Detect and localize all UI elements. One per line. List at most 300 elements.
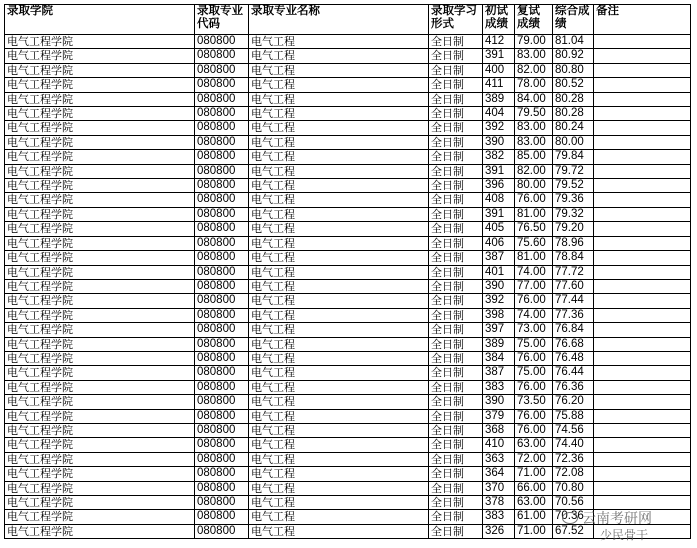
cell-major-code: 080800 [195, 49, 249, 63]
cell-major-name: 电气工程 [249, 265, 429, 279]
cell-major-code: 080800 [195, 207, 249, 221]
table-header-row [5, 5, 691, 35]
cell-initial-score: 396 [483, 179, 515, 193]
cell-initial-score: 391 [483, 164, 515, 178]
cell-retest-score: 79.50 [515, 107, 553, 121]
cell-retest-score: 83.00 [515, 135, 553, 149]
cell-retest-score: 73.50 [515, 395, 553, 409]
cell-remarks [594, 150, 691, 164]
cell-major-name: 电气工程 [249, 351, 429, 365]
cell-major-code: 080800 [195, 481, 249, 495]
cell-total-score: 70.80 [553, 481, 594, 495]
cell-total-score: 80.00 [553, 135, 594, 149]
cell-remarks [594, 337, 691, 351]
cell-study-form: 全日制 [429, 107, 483, 121]
cell-total-score: 78.84 [553, 251, 594, 265]
table-row [5, 49, 691, 63]
cell-remarks [594, 265, 691, 279]
cell-retest-score: 76.00 [515, 351, 553, 365]
table-row [5, 423, 691, 437]
table-row [5, 496, 691, 510]
table-row [5, 409, 691, 423]
cell-major-code: 080800 [195, 294, 249, 308]
cell-study-form: 全日制 [429, 207, 483, 221]
cell-remarks [594, 222, 691, 236]
cell-remarks [594, 294, 691, 308]
cell-college: 电气工程学院 [5, 222, 195, 236]
cell-study-form: 全日制 [429, 63, 483, 77]
cell-initial-score: 391 [483, 49, 515, 63]
table-row [5, 294, 691, 308]
cell-study-form: 全日制 [429, 135, 483, 149]
cell-college: 电气工程学院 [5, 467, 195, 481]
cell-retest-score: 63.00 [515, 438, 553, 452]
table-row [5, 308, 691, 322]
cell-total-score: 79.72 [553, 164, 594, 178]
cell-initial-score: 405 [483, 222, 515, 236]
cell-study-form: 全日制 [429, 294, 483, 308]
cell-college: 电气工程学院 [5, 308, 195, 322]
table-row [5, 438, 691, 452]
cell-remarks [594, 496, 691, 510]
cell-total-score: 76.68 [553, 337, 594, 351]
cell-major-name: 电气工程 [249, 135, 429, 149]
cell-major-name: 电气工程 [249, 179, 429, 193]
table-row [5, 351, 691, 365]
cell-initial-score: 387 [483, 366, 515, 380]
table-row [5, 222, 691, 236]
cell-total-score: 80.28 [553, 92, 594, 106]
cell-total-score: 77.60 [553, 279, 594, 293]
table-row [5, 193, 691, 207]
cell-retest-score: 83.00 [515, 49, 553, 63]
cell-total-score: 67.52 [553, 524, 594, 538]
header-study-form: 录取学习形式 [429, 5, 483, 35]
cell-remarks [594, 207, 691, 221]
cell-retest-score: 75.00 [515, 337, 553, 351]
cell-initial-score: 383 [483, 380, 515, 394]
cell-remarks [594, 409, 691, 423]
table-row [5, 135, 691, 149]
cell-initial-score: 398 [483, 308, 515, 322]
cell-study-form: 全日制 [429, 279, 483, 293]
cell-study-form: 全日制 [429, 423, 483, 437]
cell-retest-score: 83.00 [515, 121, 553, 135]
table-row [5, 251, 691, 265]
cell-remarks [594, 236, 691, 250]
cell-initial-score: 401 [483, 265, 515, 279]
cell-major-name: 电气工程 [249, 279, 429, 293]
cell-remarks [594, 366, 691, 380]
cell-major-name: 电气工程 [249, 423, 429, 437]
cell-college: 电气工程学院 [5, 179, 195, 193]
cell-college: 电气工程学院 [5, 438, 195, 452]
cell-major-code: 080800 [195, 510, 249, 524]
cell-study-form: 全日制 [429, 323, 483, 337]
cell-major-name: 电气工程 [249, 452, 429, 466]
cell-college: 电气工程学院 [5, 92, 195, 106]
cell-college: 电气工程学院 [5, 236, 195, 250]
cell-study-form: 全日制 [429, 496, 483, 510]
cell-major-name: 电气工程 [249, 323, 429, 337]
cell-total-score: 77.44 [553, 294, 594, 308]
cell-major-code: 080800 [195, 467, 249, 481]
cell-total-score: 78.96 [553, 236, 594, 250]
cell-retest-score: 76.00 [515, 193, 553, 207]
cell-major-code: 080800 [195, 179, 249, 193]
cell-major-name: 电气工程 [249, 395, 429, 409]
cell-remarks [594, 351, 691, 365]
cell-major-name: 电气工程 [249, 150, 429, 164]
cell-major-code: 080800 [195, 63, 249, 77]
cell-major-name: 电气工程 [249, 222, 429, 236]
cell-initial-score: 400 [483, 63, 515, 77]
cell-major-name: 电气工程 [249, 207, 429, 221]
cell-retest-score: 81.00 [515, 251, 553, 265]
cell-retest-score: 76.00 [515, 423, 553, 437]
table-row [5, 524, 691, 538]
cell-initial-score: 392 [483, 121, 515, 135]
cell-study-form: 全日制 [429, 164, 483, 178]
cell-college: 电气工程学院 [5, 63, 195, 77]
cell-study-form: 全日制 [429, 121, 483, 135]
cell-remarks [594, 423, 691, 437]
cell-initial-score: 379 [483, 409, 515, 423]
cell-college: 电气工程学院 [5, 107, 195, 121]
cell-remarks [594, 251, 691, 265]
cell-study-form: 全日制 [429, 236, 483, 250]
cell-remarks [594, 193, 691, 207]
cell-major-code: 080800 [195, 423, 249, 437]
cell-initial-score: 397 [483, 323, 515, 337]
cell-initial-score: 391 [483, 207, 515, 221]
cell-study-form: 全日制 [429, 510, 483, 524]
cell-total-score: 76.20 [553, 395, 594, 409]
cell-initial-score: 406 [483, 236, 515, 250]
cell-major-name: 电气工程 [249, 409, 429, 423]
cell-major-name: 电气工程 [249, 337, 429, 351]
cell-total-score: 76.36 [553, 380, 594, 394]
cell-major-code: 080800 [195, 193, 249, 207]
cell-major-code: 080800 [195, 164, 249, 178]
cell-study-form: 全日制 [429, 524, 483, 538]
cell-major-name: 电气工程 [249, 366, 429, 380]
cell-total-score: 81.04 [553, 35, 594, 49]
cell-major-name: 电气工程 [249, 164, 429, 178]
table-row [5, 366, 691, 380]
header-major-code: 录取专业代码 [195, 5, 249, 35]
table-row [5, 467, 691, 481]
cell-major-code: 080800 [195, 135, 249, 149]
table-row [5, 380, 691, 394]
cell-initial-score: 390 [483, 135, 515, 149]
header-major-name: 录取专业名称 [249, 5, 429, 35]
cell-study-form: 全日制 [429, 265, 483, 279]
cell-major-code: 080800 [195, 251, 249, 265]
cell-initial-score: 389 [483, 337, 515, 351]
cell-study-form: 全日制 [429, 409, 483, 423]
cell-college: 电气工程学院 [5, 207, 195, 221]
cell-study-form: 全日制 [429, 78, 483, 92]
cell-study-form: 全日制 [429, 179, 483, 193]
cell-remarks [594, 135, 691, 149]
cell-remarks [594, 78, 691, 92]
cell-total-score: 74.56 [553, 423, 594, 437]
cell-major-name: 电气工程 [249, 481, 429, 495]
cell-retest-score: 74.00 [515, 308, 553, 322]
table-row [5, 78, 691, 92]
cell-retest-score: 75.00 [515, 366, 553, 380]
table-row [5, 337, 691, 351]
admission-table [4, 4, 691, 539]
cell-retest-score: 74.00 [515, 265, 553, 279]
cell-initial-score: 411 [483, 78, 515, 92]
cell-initial-score: 392 [483, 294, 515, 308]
table-row [5, 63, 691, 77]
cell-major-code: 080800 [195, 150, 249, 164]
cell-study-form: 全日制 [429, 150, 483, 164]
cell-major-code: 080800 [195, 107, 249, 121]
cell-total-score: 79.84 [553, 150, 594, 164]
cell-retest-score: 78.00 [515, 78, 553, 92]
cell-study-form: 全日制 [429, 193, 483, 207]
cell-retest-score: 63.00 [515, 496, 553, 510]
cell-total-score: 80.92 [553, 49, 594, 63]
cell-remarks [594, 308, 691, 322]
cell-remarks [594, 35, 691, 49]
cell-study-form: 全日制 [429, 351, 483, 365]
cell-retest-score: 66.00 [515, 481, 553, 495]
cell-college: 电气工程学院 [5, 409, 195, 423]
table-row [5, 395, 691, 409]
table-row [5, 481, 691, 495]
cell-major-name: 电气工程 [249, 35, 429, 49]
cell-major-code: 080800 [195, 78, 249, 92]
cell-retest-score: 61.00 [515, 510, 553, 524]
cell-retest-score: 71.00 [515, 524, 553, 538]
cell-study-form: 全日制 [429, 251, 483, 265]
cell-major-name: 电气工程 [249, 308, 429, 322]
cell-college: 电气工程学院 [5, 164, 195, 178]
cell-college: 电气工程学院 [5, 452, 195, 466]
cell-major-code: 080800 [195, 395, 249, 409]
cell-retest-score: 76.00 [515, 409, 553, 423]
cell-total-score: 77.72 [553, 265, 594, 279]
cell-major-code: 080800 [195, 222, 249, 236]
cell-initial-score: 363 [483, 452, 515, 466]
cell-total-score: 75.88 [553, 409, 594, 423]
cell-major-code: 080800 [195, 35, 249, 49]
cell-initial-score: 408 [483, 193, 515, 207]
cell-college: 电气工程学院 [5, 481, 195, 495]
cell-major-code: 080800 [195, 438, 249, 452]
cell-major-code: 080800 [195, 351, 249, 365]
cell-major-name: 电气工程 [249, 510, 429, 524]
cell-remarks [594, 49, 691, 63]
watermark-subtext: 少民骨干 [600, 528, 649, 542]
cell-remarks [594, 438, 691, 452]
header-remarks: 备注 [594, 5, 691, 35]
cell-retest-score: 72.00 [515, 452, 553, 466]
cell-major-code: 080800 [195, 279, 249, 293]
table-row [5, 121, 691, 135]
cell-major-code: 080800 [195, 452, 249, 466]
cell-initial-score: 390 [483, 279, 515, 293]
cell-study-form: 全日制 [429, 366, 483, 380]
cell-major-name: 电气工程 [249, 380, 429, 394]
cell-college: 电气工程学院 [5, 380, 195, 394]
cell-remarks [594, 179, 691, 193]
cell-major-name: 电气工程 [249, 294, 429, 308]
cell-total-score: 70.56 [553, 496, 594, 510]
cell-retest-score: 84.00 [515, 92, 553, 106]
cell-college: 电气工程学院 [5, 150, 195, 164]
cell-major-name: 电气工程 [249, 193, 429, 207]
cell-major-code: 080800 [195, 409, 249, 423]
cell-major-name: 电气工程 [249, 121, 429, 135]
cell-total-score: 76.48 [553, 351, 594, 365]
cell-remarks [594, 107, 691, 121]
cell-major-name: 电气工程 [249, 251, 429, 265]
cell-remarks [594, 380, 691, 394]
cell-initial-score: 404 [483, 107, 515, 121]
cell-college: 电气工程学院 [5, 366, 195, 380]
table-row [5, 92, 691, 106]
header-retest-score: 复试成绩 [515, 5, 553, 35]
cell-remarks [594, 452, 691, 466]
cell-study-form: 全日制 [429, 92, 483, 106]
cell-initial-score: 410 [483, 438, 515, 452]
cell-initial-score: 389 [483, 92, 515, 106]
cell-initial-score: 370 [483, 481, 515, 495]
cell-study-form: 全日制 [429, 222, 483, 236]
cell-initial-score: 378 [483, 496, 515, 510]
cell-total-score: 76.84 [553, 323, 594, 337]
cell-major-code: 080800 [195, 524, 249, 538]
cell-retest-score: 76.50 [515, 222, 553, 236]
cell-total-score: 76.44 [553, 366, 594, 380]
table-row [5, 207, 691, 221]
cell-remarks [594, 481, 691, 495]
cell-major-code: 080800 [195, 236, 249, 250]
cell-initial-score: 383 [483, 510, 515, 524]
cell-major-code: 080800 [195, 380, 249, 394]
table-row [5, 265, 691, 279]
cell-total-score: 72.08 [553, 467, 594, 481]
cell-initial-score: 390 [483, 395, 515, 409]
cell-total-score: 77.36 [553, 308, 594, 322]
cell-study-form: 全日制 [429, 467, 483, 481]
cell-remarks [594, 395, 691, 409]
cell-college: 电气工程学院 [5, 351, 195, 365]
cell-major-code: 080800 [195, 265, 249, 279]
cell-total-score: 70.36 [553, 510, 594, 524]
cell-retest-score: 80.00 [515, 179, 553, 193]
cell-initial-score: 382 [483, 150, 515, 164]
table-row [5, 150, 691, 164]
cell-major-code: 080800 [195, 496, 249, 510]
cell-college: 电气工程学院 [5, 510, 195, 524]
watermark-text: 云南考研网 [582, 511, 652, 527]
table-row [5, 452, 691, 466]
cell-remarks [594, 92, 691, 106]
cell-remarks [594, 510, 691, 524]
cell-initial-score: 364 [483, 467, 515, 481]
cell-college: 电气工程学院 [5, 524, 195, 538]
cell-remarks [594, 63, 691, 77]
cell-college: 电气工程学院 [5, 121, 195, 135]
cell-study-form: 全日制 [429, 481, 483, 495]
cell-retest-score: 75.60 [515, 236, 553, 250]
cell-study-form: 全日制 [429, 438, 483, 452]
cell-major-code: 080800 [195, 323, 249, 337]
cell-remarks [594, 524, 691, 538]
cell-remarks [594, 121, 691, 135]
cell-total-score: 80.28 [553, 107, 594, 121]
cell-college: 电气工程学院 [5, 265, 195, 279]
cell-retest-score: 77.00 [515, 279, 553, 293]
cell-total-score: 72.36 [553, 452, 594, 466]
table-row [5, 510, 691, 524]
cell-college: 电气工程学院 [5, 49, 195, 63]
cell-major-name: 电气工程 [249, 78, 429, 92]
cell-college: 电气工程学院 [5, 496, 195, 510]
table-row [5, 279, 691, 293]
cell-college: 电气工程学院 [5, 294, 195, 308]
cell-remarks [594, 323, 691, 337]
cell-initial-score: 412 [483, 35, 515, 49]
cell-college: 电气工程学院 [5, 279, 195, 293]
cell-major-name: 电气工程 [249, 92, 429, 106]
table-row [5, 236, 691, 250]
table-row [5, 179, 691, 193]
cell-remarks [594, 164, 691, 178]
cell-major-code: 080800 [195, 366, 249, 380]
cell-remarks [594, 467, 691, 481]
cell-total-score: 80.52 [553, 78, 594, 92]
cell-retest-score: 82.00 [515, 63, 553, 77]
cell-retest-score: 76.00 [515, 380, 553, 394]
cell-retest-score: 73.00 [515, 323, 553, 337]
cell-total-score: 79.20 [553, 222, 594, 236]
cell-study-form: 全日制 [429, 308, 483, 322]
cell-major-name: 电气工程 [249, 49, 429, 63]
cell-study-form: 全日制 [429, 452, 483, 466]
table-row [5, 107, 691, 121]
cell-college: 电气工程学院 [5, 78, 195, 92]
cell-retest-score: 79.00 [515, 35, 553, 49]
cell-major-name: 电气工程 [249, 107, 429, 121]
cell-study-form: 全日制 [429, 380, 483, 394]
cell-college: 电气工程学院 [5, 337, 195, 351]
cell-total-score: 79.32 [553, 207, 594, 221]
cell-total-score: 80.80 [553, 63, 594, 77]
cell-total-score: 74.40 [553, 438, 594, 452]
cell-major-name: 电气工程 [249, 496, 429, 510]
cell-major-code: 080800 [195, 308, 249, 322]
cell-study-form: 全日制 [429, 337, 483, 351]
cell-initial-score: 384 [483, 351, 515, 365]
cell-total-score: 79.52 [553, 179, 594, 193]
cell-initial-score: 368 [483, 423, 515, 437]
cell-college: 电气工程学院 [5, 35, 195, 49]
table-row [5, 323, 691, 337]
cell-total-score: 80.24 [553, 121, 594, 135]
cell-major-code: 080800 [195, 92, 249, 106]
table-row [5, 35, 691, 49]
cell-initial-score: 387 [483, 251, 515, 265]
cell-major-name: 电气工程 [249, 438, 429, 452]
